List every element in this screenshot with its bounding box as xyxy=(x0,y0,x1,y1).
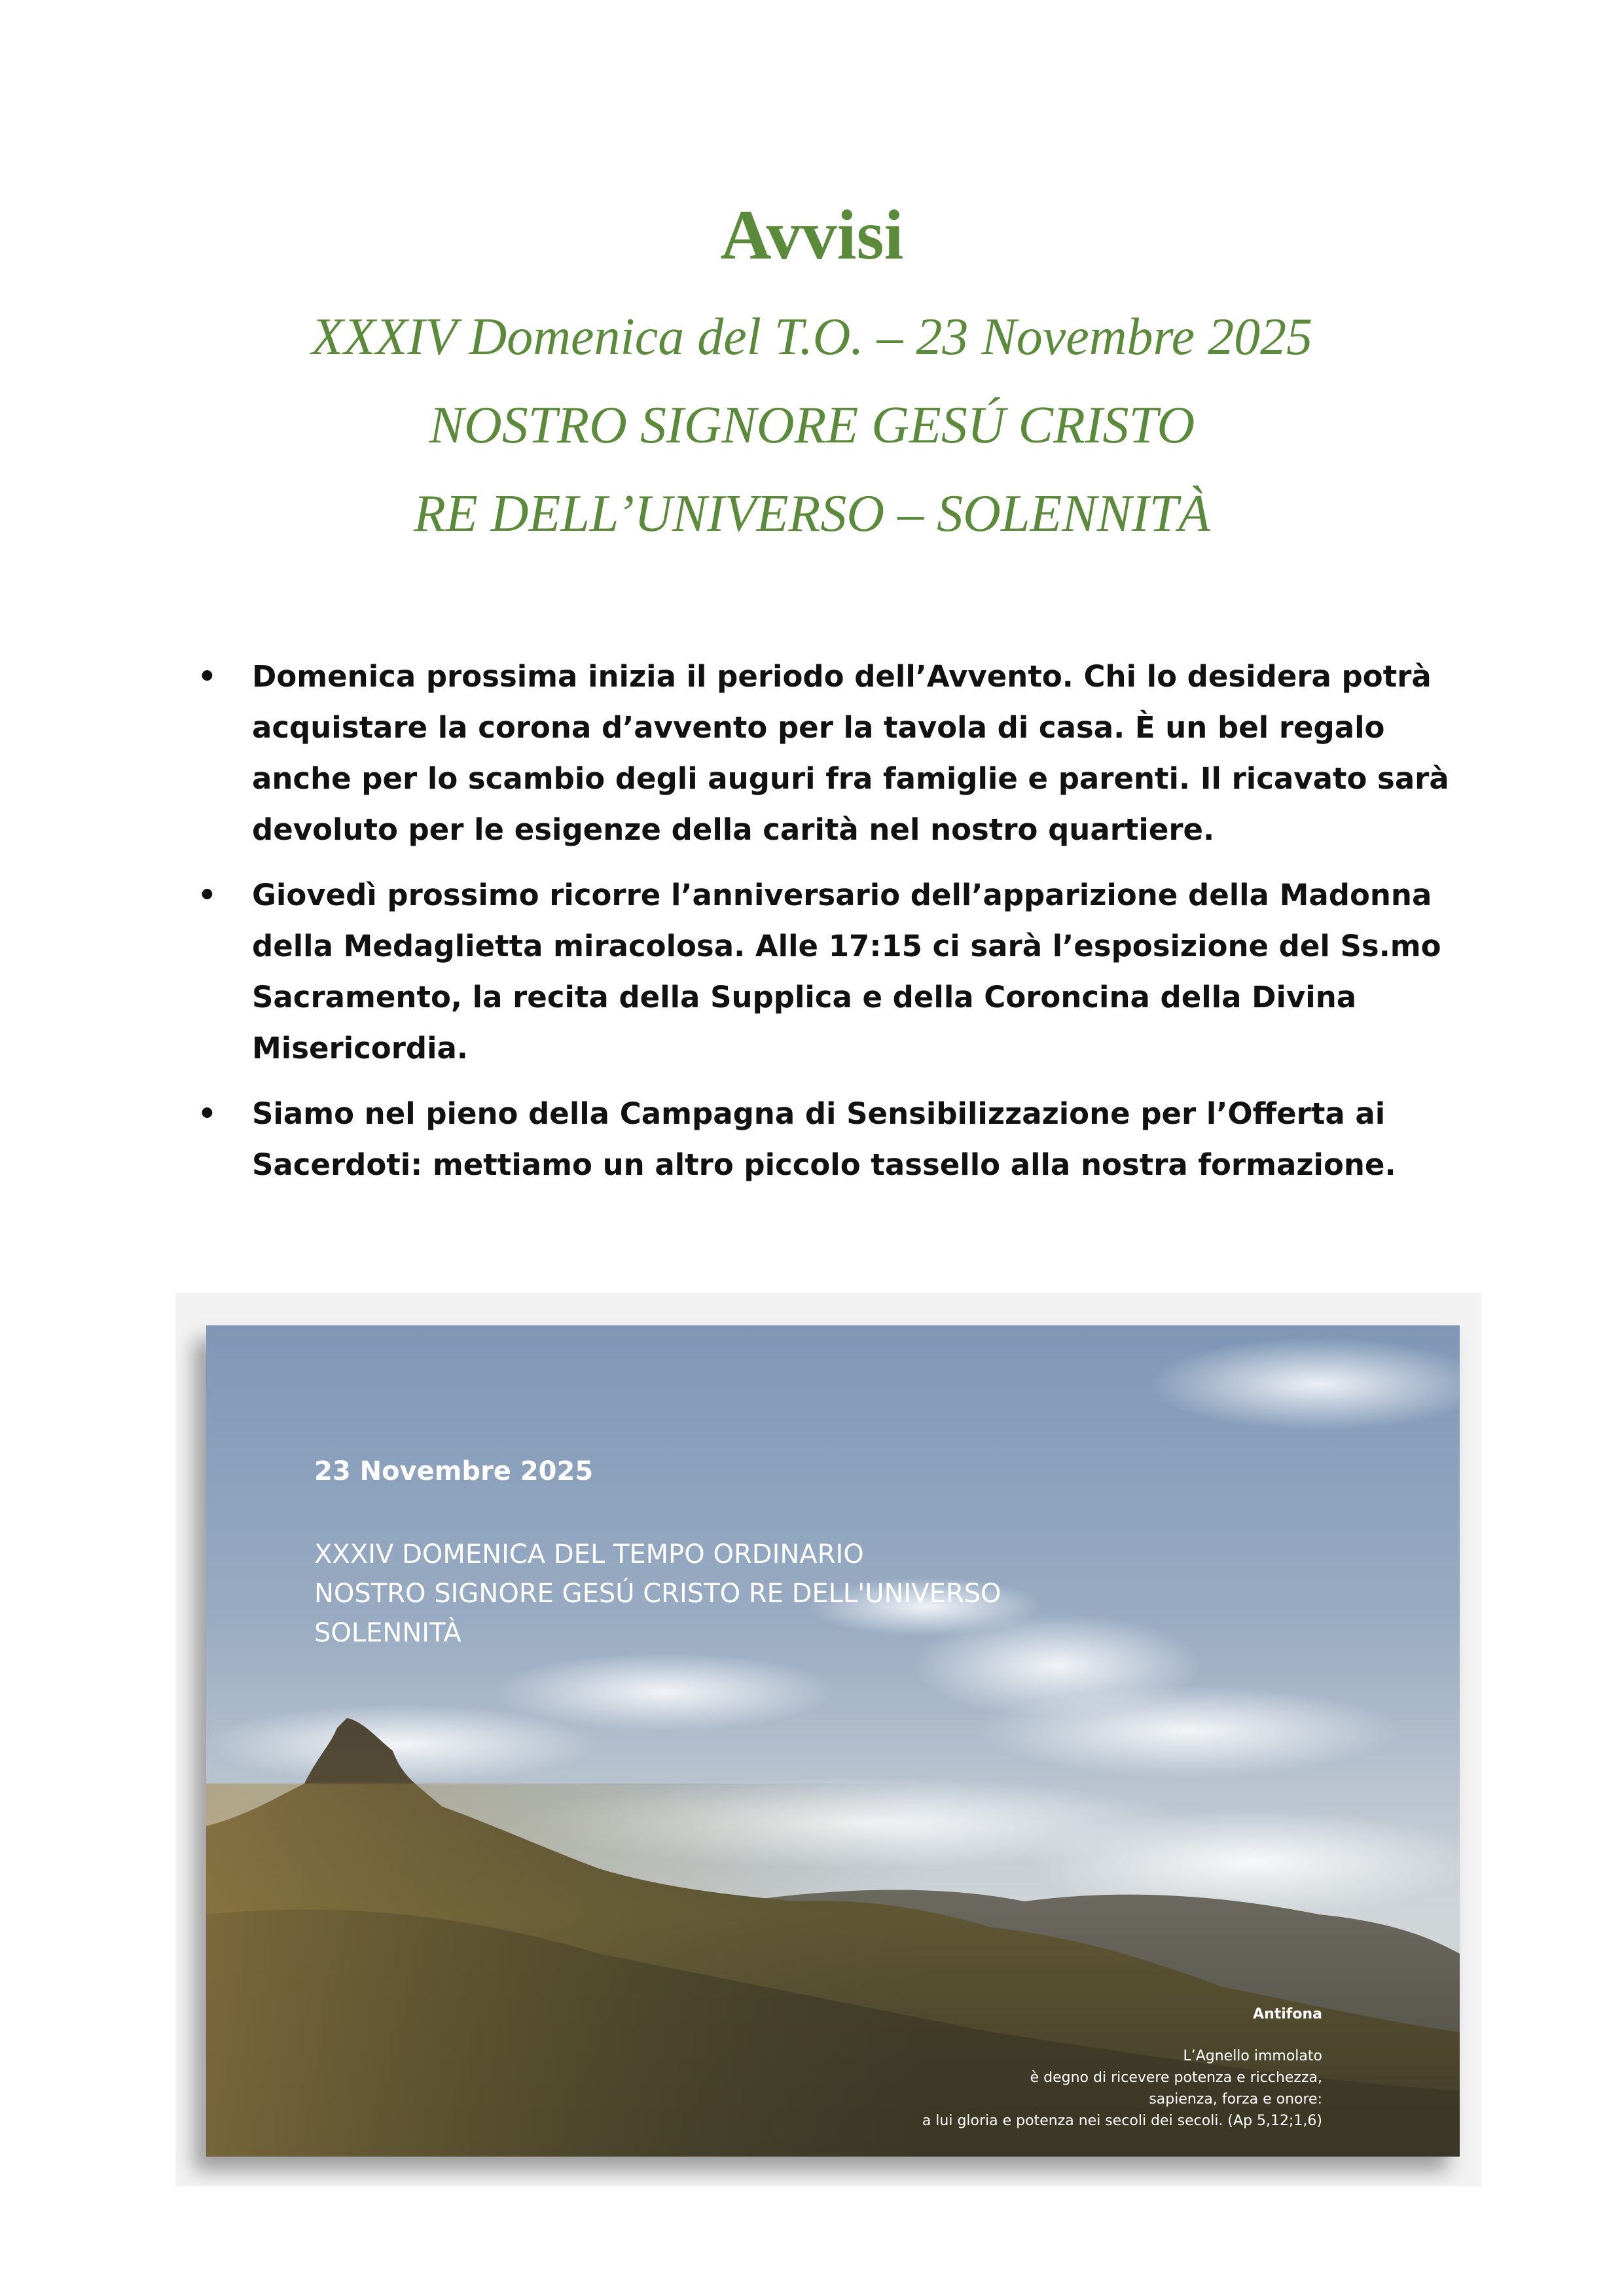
subtitle-line-2: NOSTRO SIGNORE GESÚ CRISTO xyxy=(429,397,1195,454)
antiphon-line-3: sapienza, forza e onore: xyxy=(1149,2091,1322,2108)
antiphon-text xyxy=(922,2045,1322,2132)
card-heading-line-2: NOSTRO SIGNORE GESÚ CRISTO RE DELL'UNIVERSO xyxy=(314,1579,1001,1609)
list-item xyxy=(190,870,1486,1074)
antiphon-line-4: a lui gloria e potenza nei secoli dei secoli. (Ap 5,12;1,6) xyxy=(922,2113,1322,2129)
card-heading-line-1: XXXIV DOMENICA DEL TEMPO ORDINARIO xyxy=(314,1539,864,1570)
page-title: Avvisi xyxy=(720,196,904,274)
bullet-icon: • xyxy=(198,1096,217,1131)
notice-text: Siamo nel pieno della Campagna di Sensibilizzazione per l’Offerta ai Sacerdoti: mettiamo un altro piccolo tassello alla nostra formazione. xyxy=(252,1096,1396,1182)
bullet-icon: • xyxy=(198,878,217,912)
bullet-icon: • xyxy=(198,659,217,694)
card-heading-line-3: SOLENNITÀ xyxy=(314,1618,461,1648)
antiphon-title: Antifona xyxy=(1253,2006,1322,2022)
antiphon-line-2: è degno di ricevere potenza e ricchezza, xyxy=(1030,2070,1322,2086)
antiphon-line-1: L’Agnello immolato xyxy=(1183,2048,1322,2064)
subtitle-line-1: XXXIV Domenica del T.O. – 23 Novembre 2025 xyxy=(311,308,1313,366)
notice-text: Giovedì prossimo ricorre l’anniversario dell’apparizione della Madonna della Medaglietta miracolosa. Alle 17:15 ci sarà l’esposizione del Ss.mo Sacramento, la recita della Supplica e della Coroncina della Divina Misericordia. xyxy=(252,878,1441,1066)
list-item xyxy=(190,651,1486,855)
notices-list xyxy=(190,651,1486,1205)
mountain-landscape-image xyxy=(206,1325,1460,2157)
liturgy-card xyxy=(206,1325,1460,2157)
card-heading xyxy=(314,1535,1001,1653)
list-item xyxy=(190,1088,1486,1191)
card-date: 23 Novembre 2025 xyxy=(314,1456,594,1486)
subtitle-line-3: RE DELL’UNIVERSO – SOLENNITÀ xyxy=(413,485,1211,543)
notice-text: Domenica prossima inizia il periodo dell’Avvento. Chi lo desidera potrà acquistare la corona d’avvento per la tavola di casa. È un bel regalo anche per lo scambio degli auguri fra famiglie e parenti. Il ricavato sarà devoluto per le esigenze della carità nel nostro quartiere. xyxy=(252,659,1449,847)
